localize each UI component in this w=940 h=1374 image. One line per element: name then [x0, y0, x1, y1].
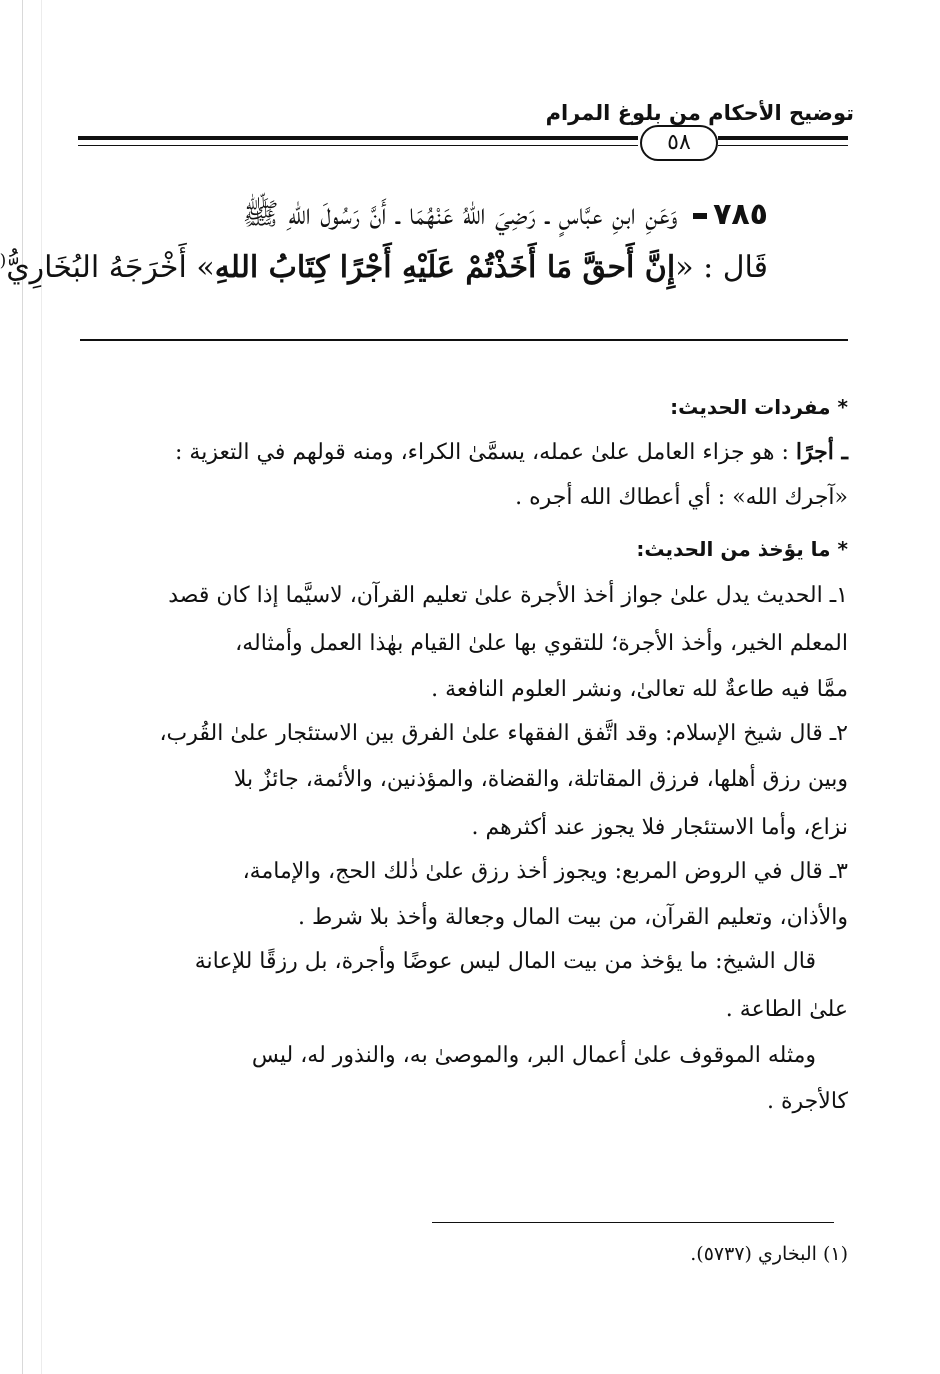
benefit-line-1: ١ـ الحديث يدل علىٰ جواز أخذ الأجرة علىٰ تعليم القرآن، لاسيَّما إذا كان قصد	[168, 583, 848, 608]
header-rule-right-thick	[718, 136, 848, 140]
page-gutter	[22, 0, 42, 1374]
vocab-heading: * مفردات الحديث:	[670, 395, 848, 419]
benefit-line-5: وبين رزق أهلها، فرزق المقاتلة، والقضاة، والمؤذنين، والأئمة، جائزٌ بلا	[233, 767, 848, 792]
benefit-line-4: ٢ـ قال شيخ الإسلام: وقد اتَّفق الفقهاء علىٰ الفرق بين الاستئجار علىٰ القُرب،	[159, 721, 848, 746]
hadith-separator-rule	[80, 339, 848, 341]
footnote-marker: (	[0, 251, 7, 271]
benefit-line-10: علىٰ الطاعة .	[725, 997, 848, 1022]
benefit-line-9: قال الشيخ: ما يؤخذ من بيت المال ليس عوضًا وأجرة، بل رزقًا للإعانة	[194, 949, 816, 974]
footnote-text: (١) البخاري (٥٧٣٧).	[690, 1243, 848, 1265]
book-title: توضيح الأحكام من بلوغ المرام	[545, 101, 854, 125]
vocab-line-2: «آجرك الله» : أي أعطاك الله أجره .	[515, 485, 848, 510]
benefits-heading: * ما يؤخذ من الحديث:	[636, 537, 848, 561]
square-bullet-icon	[693, 213, 707, 219]
header-rule-left-thick	[78, 136, 638, 140]
hadith-quote: إِنَّ أَحقَّ مَا أَخَذْتُمْ عَلَيْهِ أَجْرًا كِتَابُ اللهِ	[214, 250, 676, 285]
benefit-line-11: ومثله الموقوف علىٰ أعمال البر، والموصىٰ به، والنذور له، ليس	[251, 1043, 816, 1068]
hadith-number: ٧٨٥	[713, 197, 768, 232]
hadith-line-2-suffix: » أَخْرَجَهُ البُخَارِيُّ	[6, 250, 215, 285]
benefit-line-7: ٣ـ قال في الروض المربع: ويجوز أخذ رزق علىٰ ذٰلك الحج، والإمامة،	[242, 859, 848, 884]
header-rule-left-thin	[78, 145, 638, 146]
page-number: ٥٨	[640, 125, 718, 161]
benefit-line-6: نزاع، وأما الاستئجار فلا يجوز عند أكثرهم .	[471, 815, 848, 840]
header-rule-right-thin	[718, 145, 848, 146]
hadith-line-2	[0, 248, 768, 288]
benefit-line-12: كالأجرة .	[767, 1089, 848, 1114]
vocab-term: ـ أجرًا	[795, 439, 848, 465]
vocab-line-1	[175, 436, 848, 469]
footnote-separator-rule	[432, 1222, 834, 1223]
vocab-line-1-rest: : هو جزاء العامل علىٰ عمله، يسمَّىٰ الكراء، ومنه قولهم في التعزية :	[175, 440, 789, 465]
benefit-line-8: والأذان، وتعليم القرآن، من بيت المال وجعالة وأخذ بلا شرط .	[298, 905, 848, 930]
hadith-line-1	[78, 195, 768, 235]
hadith-line-2-prefix: قَال : «	[675, 250, 768, 285]
benefit-line-2: المعلم الخير، وأخذ الأجرة؛ للتقوي بها علىٰ القيام بهٰذا العمل وأمثاله،	[235, 631, 848, 656]
benefit-line-3: ممَّا فيه طاعةٌ لله تعالىٰ، ونشر العلوم النافعة .	[431, 677, 848, 702]
hadith-line-1-text: وَعَنِ ابنِ عبَّاسٍ ـ رَضِيَ اللهُ عَنْهُمَا ـ أَنَّ رَسُولَ اللهِ ﷺ	[242, 197, 678, 232]
